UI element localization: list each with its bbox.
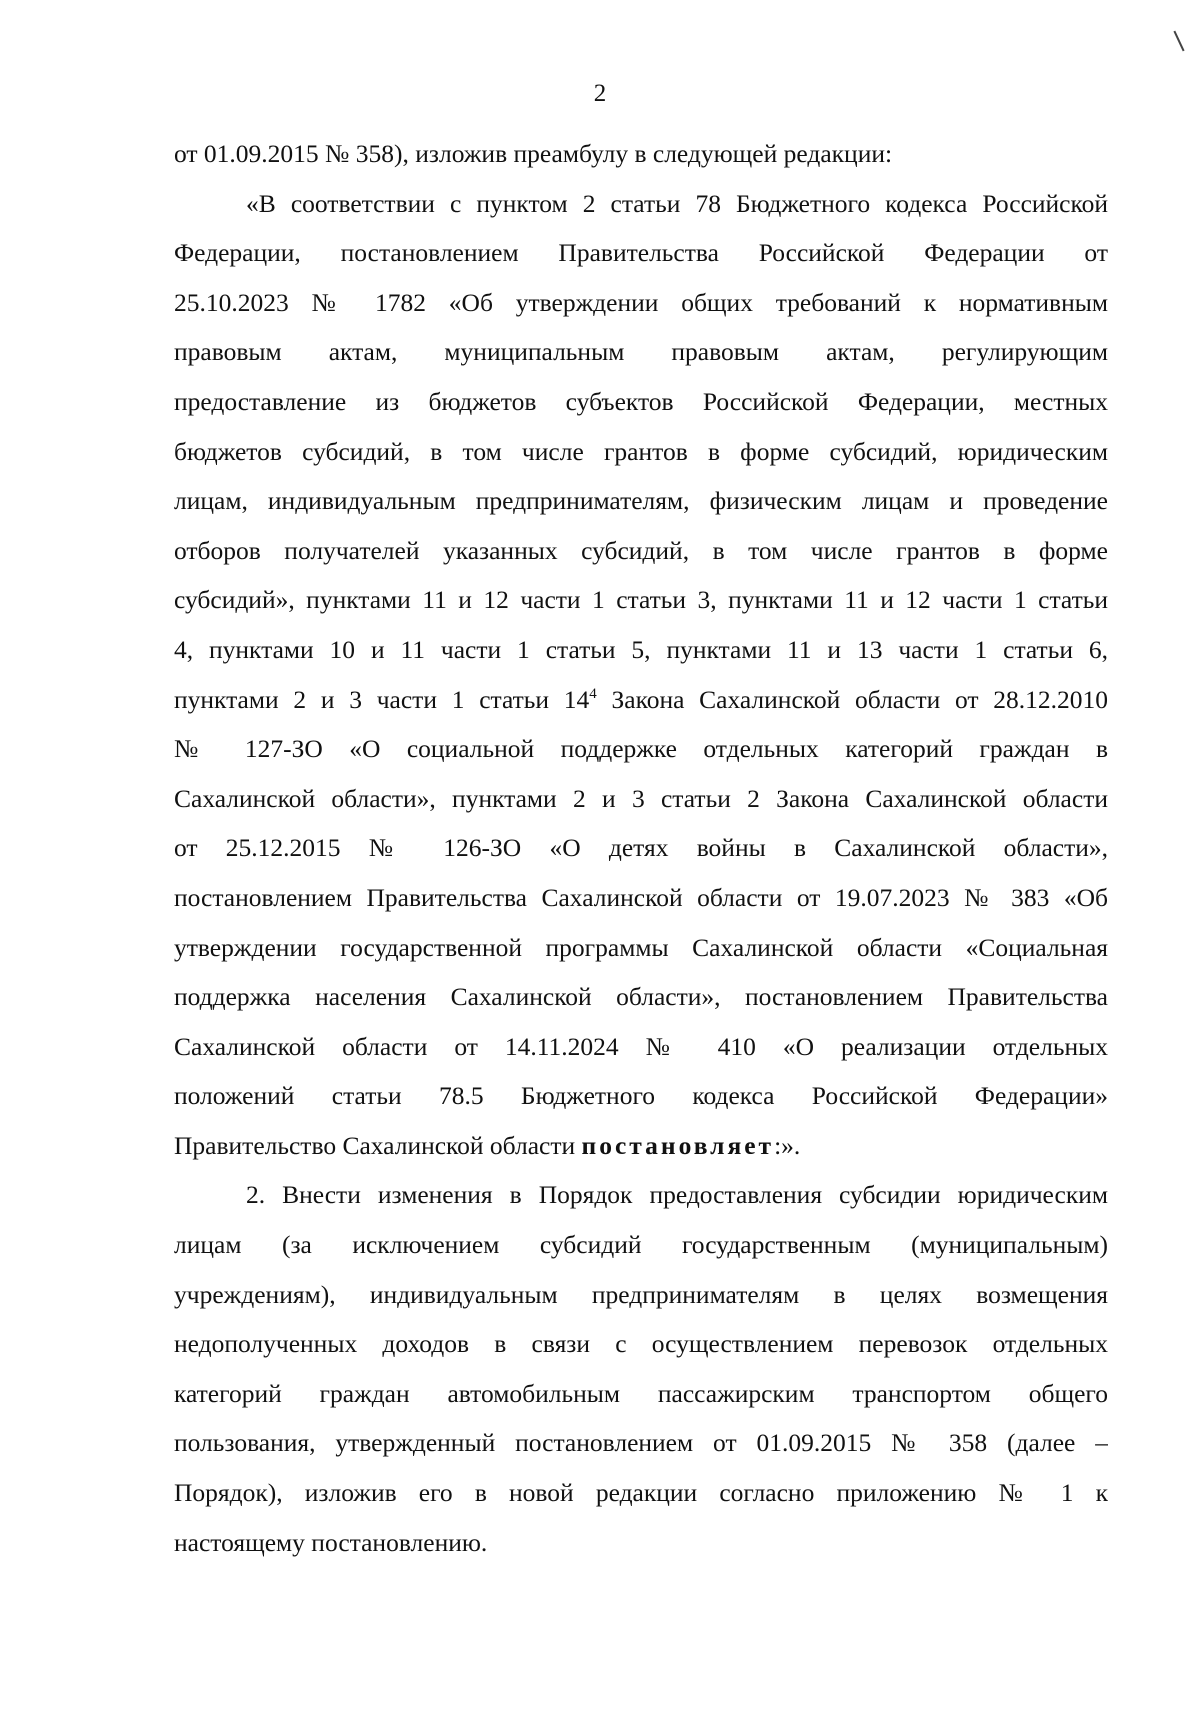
text-line: положений статьи 78.5 Бюджетного кодекса Российской Федерации» (174, 1081, 1108, 1111)
text-line: 25.10.2023 № 1782 «Об утверждении общих требований к нормативным (174, 287, 1108, 317)
text-line: от 25.12.2015 № 126-ЗО «О детях войны в Сахалинской области», (174, 833, 1108, 863)
text-line: Порядок), изложив его в новой редакции согласно приложению № 1 к (174, 1478, 1108, 1508)
text-fragment: Закона Сахалинской области от 28.12.2010 (596, 684, 1108, 714)
text-line: бюджетов субсидий, в том числе грантов в форме субсидий, юридическим (174, 436, 1108, 466)
text-line-with-emphasis (174, 1121, 1108, 1171)
text-line: предоставление из бюджетов субъектов Российской Федерации, местных (174, 386, 1108, 416)
document-body (174, 129, 1108, 1567)
text-line: постановлением Правительства Сахалинской области от 19.07.2023 № 383 «Об (174, 882, 1108, 912)
superscript: 4 (589, 685, 597, 702)
text-line: № 127-ЗО «О социальной поддержке отдельных категорий граждан в (174, 734, 1108, 764)
page-number: 2 (593, 80, 607, 107)
text-fragment: :». (774, 1130, 801, 1160)
text-line: утверждении государственной программы Сахалинской области «Социальная (174, 932, 1108, 962)
text-line: лицам (за исключением субсидий государственным (муниципальным) (174, 1230, 1108, 1260)
text-line: лицам, индивидуальным предпринимателям, физическим лицам и проведение (174, 486, 1108, 516)
text-line: настоящему постановлению. (174, 1527, 488, 1557)
text-line: Федерации, постановлением Правительства Российской Федерации от (174, 238, 1108, 268)
text-line: категорий граждан автомобильным пассажирским транспортом общего (174, 1378, 1108, 1408)
text-line: от 01.09.2015 № 358), изложив преамбулу в следующей редакции: (174, 139, 893, 168)
text-fragment: пунктами 2 и 3 части 1 статьи 14 (174, 684, 590, 714)
emphasized-word: постановляет (581, 1130, 775, 1160)
text-line: 4, пунктами 10 и 11 части 1 статьи 5, пунктами 11 и 13 части 1 статьи 6, (174, 634, 1108, 664)
scan-artifact-mark (1173, 31, 1184, 52)
text-line: пользования, утвержденный постановлением от 01.09.2015 № 358 (далее – (174, 1428, 1108, 1458)
text-line: субсидий», пунктами 11 и 12 части 1 статьи 3, пунктами 11 и 12 части 1 статьи (174, 585, 1108, 615)
text-fragment: Правительство Сахалинской области (174, 1130, 582, 1160)
text-line: отборов получателей указанных субсидий, в том числе грантов в форме (174, 535, 1108, 565)
text-line: поддержка населения Сахалинской области», постановлением Правительства (174, 982, 1108, 1012)
text-line: Сахалинской области от 14.11.2024 № 410 «О реализации отдельных (174, 1031, 1108, 1061)
text-line: «В соответствии с пунктом 2 статьи 78 Бюджетного кодекса Российской (246, 188, 1108, 218)
text-line: 2. Внести изменения в Порядок предоставления субсидии юридическим (246, 1180, 1108, 1210)
text-line: правовым актам, муниципальным правовым актам, регулирующим (174, 337, 1108, 367)
text-line: учреждениям), индивидуальным предпринимателям в целях возмещения (174, 1279, 1108, 1309)
text-line-with-superscript (174, 675, 1108, 725)
text-line: Сахалинской области», пунктами 2 и 3 статьи 2 Закона Сахалинской области (174, 783, 1108, 813)
text-line: недополученных доходов в связи с осуществлением перевозок отдельных (174, 1329, 1108, 1359)
